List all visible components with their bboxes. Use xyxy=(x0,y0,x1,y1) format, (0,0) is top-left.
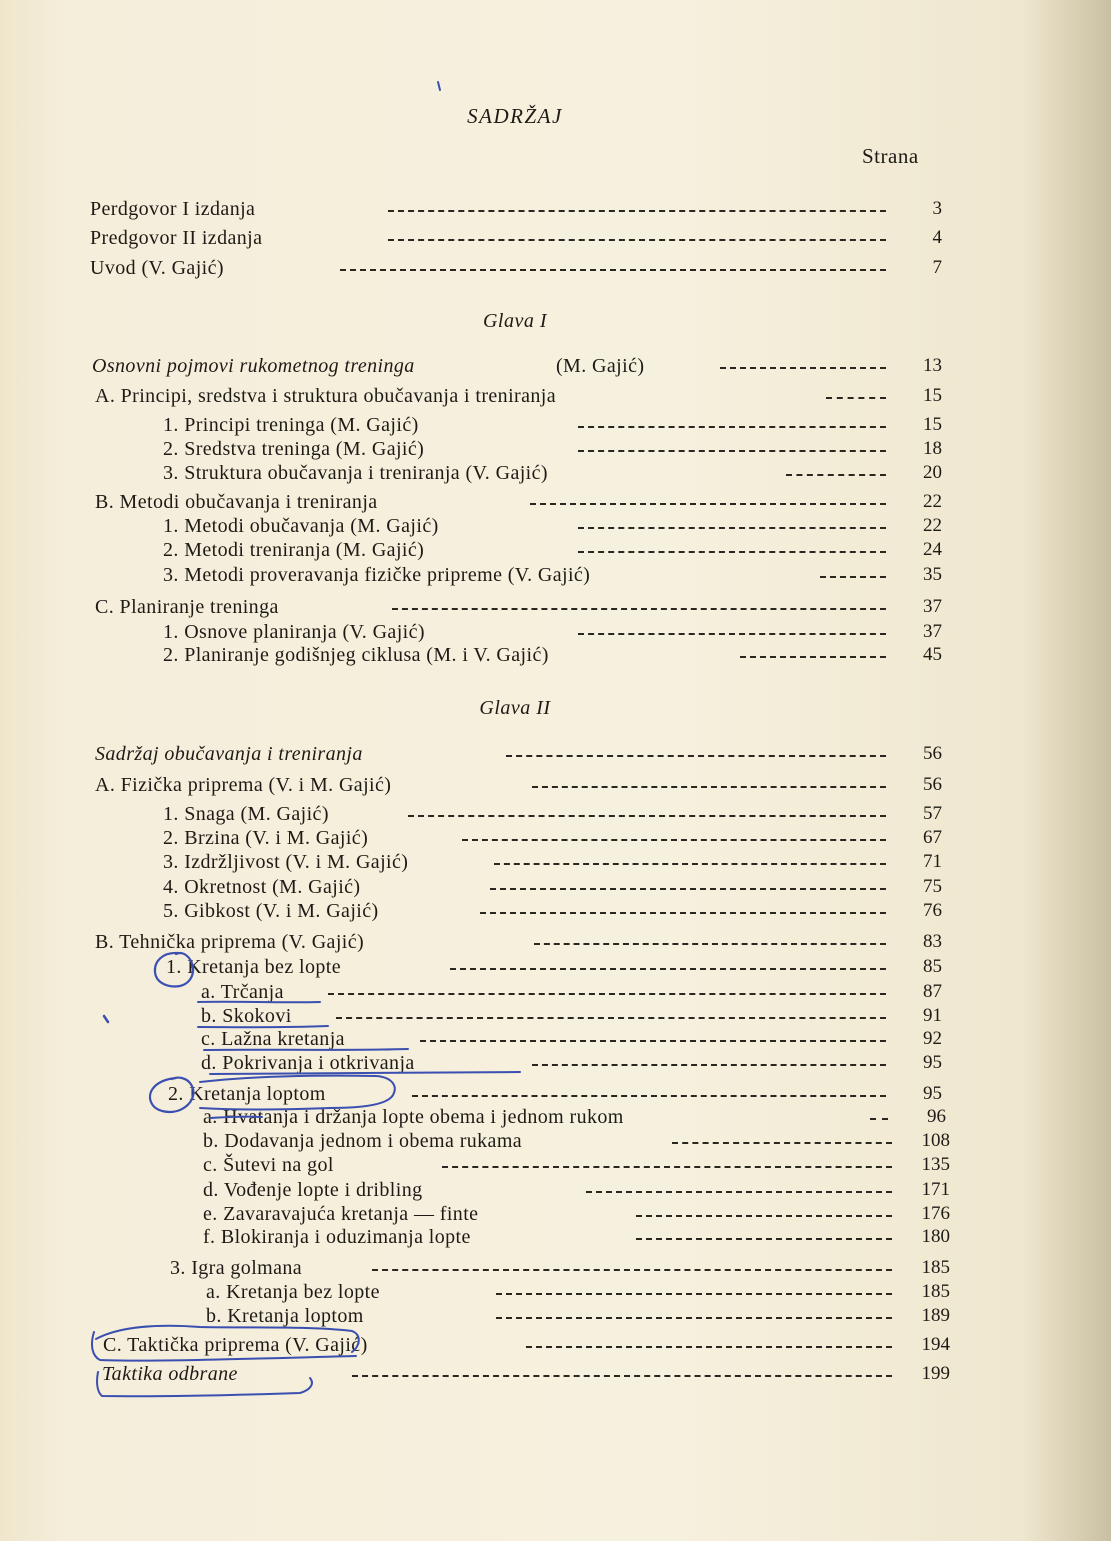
toc-entry-page: 56 xyxy=(923,774,942,795)
toc-entry-label: d. Pokrivanja i otkrivanja xyxy=(201,1052,415,1074)
toc-entry-page: 95 xyxy=(923,1052,942,1073)
page-title: SADRŽAJ xyxy=(467,104,563,128)
toc-entry-page: 67 xyxy=(923,827,942,848)
toc-entry-label: A. Principi, sredstva i struktura obučavanja i treniranja xyxy=(95,385,557,407)
ink-underline xyxy=(210,1072,520,1074)
ink-enclosure xyxy=(200,1076,395,1110)
toc-entry-page: 37 xyxy=(923,596,942,617)
ink-speck xyxy=(438,82,440,90)
toc-entry-label: c. Šutevi na gol xyxy=(203,1154,334,1176)
toc-entry-page: 135 xyxy=(921,1154,950,1175)
toc-entry-page: 85 xyxy=(923,956,942,977)
ink-circle-mark xyxy=(155,953,193,987)
toc-entry-page: 87 xyxy=(923,981,942,1002)
toc-entry-page: 108 xyxy=(921,1130,950,1151)
toc-entry-page: 185 xyxy=(921,1257,950,1278)
toc-entry-label: C. Planiranje treninga xyxy=(95,596,279,618)
toc-entry-label: 3. Struktura obučavanja i treniranja (V. Gajić) xyxy=(163,462,548,484)
toc-entry-page: 185 xyxy=(921,1281,950,1302)
toc-entry-page: 199 xyxy=(921,1363,950,1384)
toc-entry-page: 13 xyxy=(923,355,942,376)
ink-circle-mark xyxy=(150,1078,193,1112)
toc-entry-page: 71 xyxy=(923,851,942,872)
toc-entry-page: 176 xyxy=(921,1203,950,1224)
toc-entry-page: 180 xyxy=(921,1226,950,1247)
ink-tick-mark xyxy=(104,1016,108,1022)
toc-entry-label: 3. Igra golmana xyxy=(170,1257,303,1279)
toc-entry-label: A. Fizička priprema (V. i M. Gajić) xyxy=(95,774,392,796)
toc-entry-page: 37 xyxy=(923,621,942,642)
toc-entry-label: 2. Planiranje godišnjeg ciklusa (M. i V. Gajić) xyxy=(163,644,549,666)
toc-entry-page: 76 xyxy=(923,900,942,921)
toc-entry-label: c. Lažna kretanja xyxy=(201,1028,345,1050)
toc-entry-label: B. Metodi obučavanja i treniranja xyxy=(95,491,378,513)
toc-entry-page: 96 xyxy=(927,1106,946,1127)
toc-entry-label: 1. Principi treninga (M. Gajić) xyxy=(163,414,419,436)
ink-underline xyxy=(210,1117,262,1118)
toc-entry-label: Uvod (V. Gajić) xyxy=(90,257,224,279)
toc-entry-label: 2. Kretanja loptom xyxy=(168,1083,326,1105)
toc-entry-label: 2. Sredstva treninga (M. Gajić) xyxy=(163,438,425,460)
toc-entry-label: a. Kretanja bez lopte xyxy=(206,1281,380,1303)
toc-entry-page: 45 xyxy=(923,644,942,665)
toc-entry-label: 2. Metodi treniranja (M. Gajić) xyxy=(163,539,425,561)
toc-entry-page: 15 xyxy=(923,385,942,406)
toc-entry-label: b. Skokovi xyxy=(201,1005,292,1027)
toc-entry-label: 4. Okretnost (M. Gajić) xyxy=(163,876,361,898)
toc-entry-label: 1. Snaga (M. Gajić) xyxy=(163,803,329,825)
toc-entry-label: Predgovor II izdanja xyxy=(90,227,263,249)
ink-underline xyxy=(198,1026,328,1027)
toc-entry-label: 2. Brzina (V. i M. Gajić) xyxy=(163,827,369,849)
toc-entry-page: 24 xyxy=(923,539,942,560)
toc-entry-label: Sadržaj obučavanja i treniranja xyxy=(95,743,363,765)
toc-entry-label: b. Kretanja loptom xyxy=(206,1305,364,1327)
toc-entry-page: 92 xyxy=(923,1028,942,1049)
ink-enclosure xyxy=(97,1372,312,1396)
toc-entry-label: f. Blokiranja i oduzimanja lopte xyxy=(203,1226,471,1248)
toc-entry-label: Osnovni pojmovi rukometnog treninga xyxy=(92,355,415,377)
toc-entry-label: a. Hvatanja i držanja lopte obema i jednom rukom xyxy=(203,1106,624,1128)
toc-entry-label: 3. Metodi proveravanja fizičke pripreme (V. Gajić) xyxy=(163,564,591,586)
toc-entry-label: d. Vođenje lopte i dribling xyxy=(203,1179,423,1201)
toc-entry-label: a. Trčanja xyxy=(201,981,284,1003)
toc-entry-label: 1. Osnove planiranja (V. Gajić) xyxy=(163,621,425,643)
toc-entry-label: Perdgovor I izdanja xyxy=(90,198,256,220)
toc-entry-page: 83 xyxy=(923,931,942,952)
toc-entry-author: (M. Gajić) xyxy=(556,355,645,377)
toc-entry-page: 18 xyxy=(923,438,942,459)
toc-entry-label: b. Dodavanja jednom i obema rukama xyxy=(203,1130,523,1152)
toc-entry-label: 3. Izdržljivost (V. i M. Gajić) xyxy=(163,851,409,873)
toc-entry-page: 35 xyxy=(923,564,942,585)
toc-entry-page: 95 xyxy=(923,1083,942,1104)
toc-entry-page: 56 xyxy=(923,743,942,764)
ink-underline xyxy=(204,1049,408,1050)
toc-entry-label: Taktika odbrane xyxy=(102,1363,238,1385)
toc-entry-label: 1. Metodi obučavanja (M. Gajić) xyxy=(163,515,439,537)
toc-entry-page: 57 xyxy=(923,803,942,824)
toc-entry-label: C. Taktička priprema (V. Gajić) xyxy=(103,1334,368,1356)
toc-entry-page: 189 xyxy=(921,1305,950,1326)
toc-entry-label: 1. Kretanja bez lopte xyxy=(166,956,341,978)
toc-entry-page: 7 xyxy=(932,257,942,278)
toc-entry-label: e. Zavaravajuća kretanja — finte xyxy=(203,1203,479,1225)
toc-entry-page: 91 xyxy=(923,1005,942,1026)
toc-entry-label: 5. Gibkost (V. i M. Gajić) xyxy=(163,900,379,922)
toc-entry-page: 194 xyxy=(921,1334,950,1355)
toc-entry-page: 171 xyxy=(921,1179,950,1200)
ink-enclosure xyxy=(96,1326,359,1352)
chapter-heading: Glava I xyxy=(482,310,548,332)
toc-entry-label: B. Tehnička priprema (V. Gajić) xyxy=(95,931,365,953)
toc-entry-page: 75 xyxy=(923,876,942,897)
ink-underline xyxy=(198,1002,320,1003)
toc-entry-page: 15 xyxy=(923,414,942,435)
chapter-heading: Glava II xyxy=(479,697,551,719)
toc-entry-page: 20 xyxy=(923,462,942,483)
ink-enclosure xyxy=(92,1332,356,1361)
toc-entry-page: 3 xyxy=(932,198,942,219)
toc-entry-page: 4 xyxy=(932,227,942,248)
toc-entry-page: 22 xyxy=(923,491,942,512)
toc-entry-page: 22 xyxy=(923,515,942,536)
page-column-header: Strana xyxy=(862,144,919,168)
